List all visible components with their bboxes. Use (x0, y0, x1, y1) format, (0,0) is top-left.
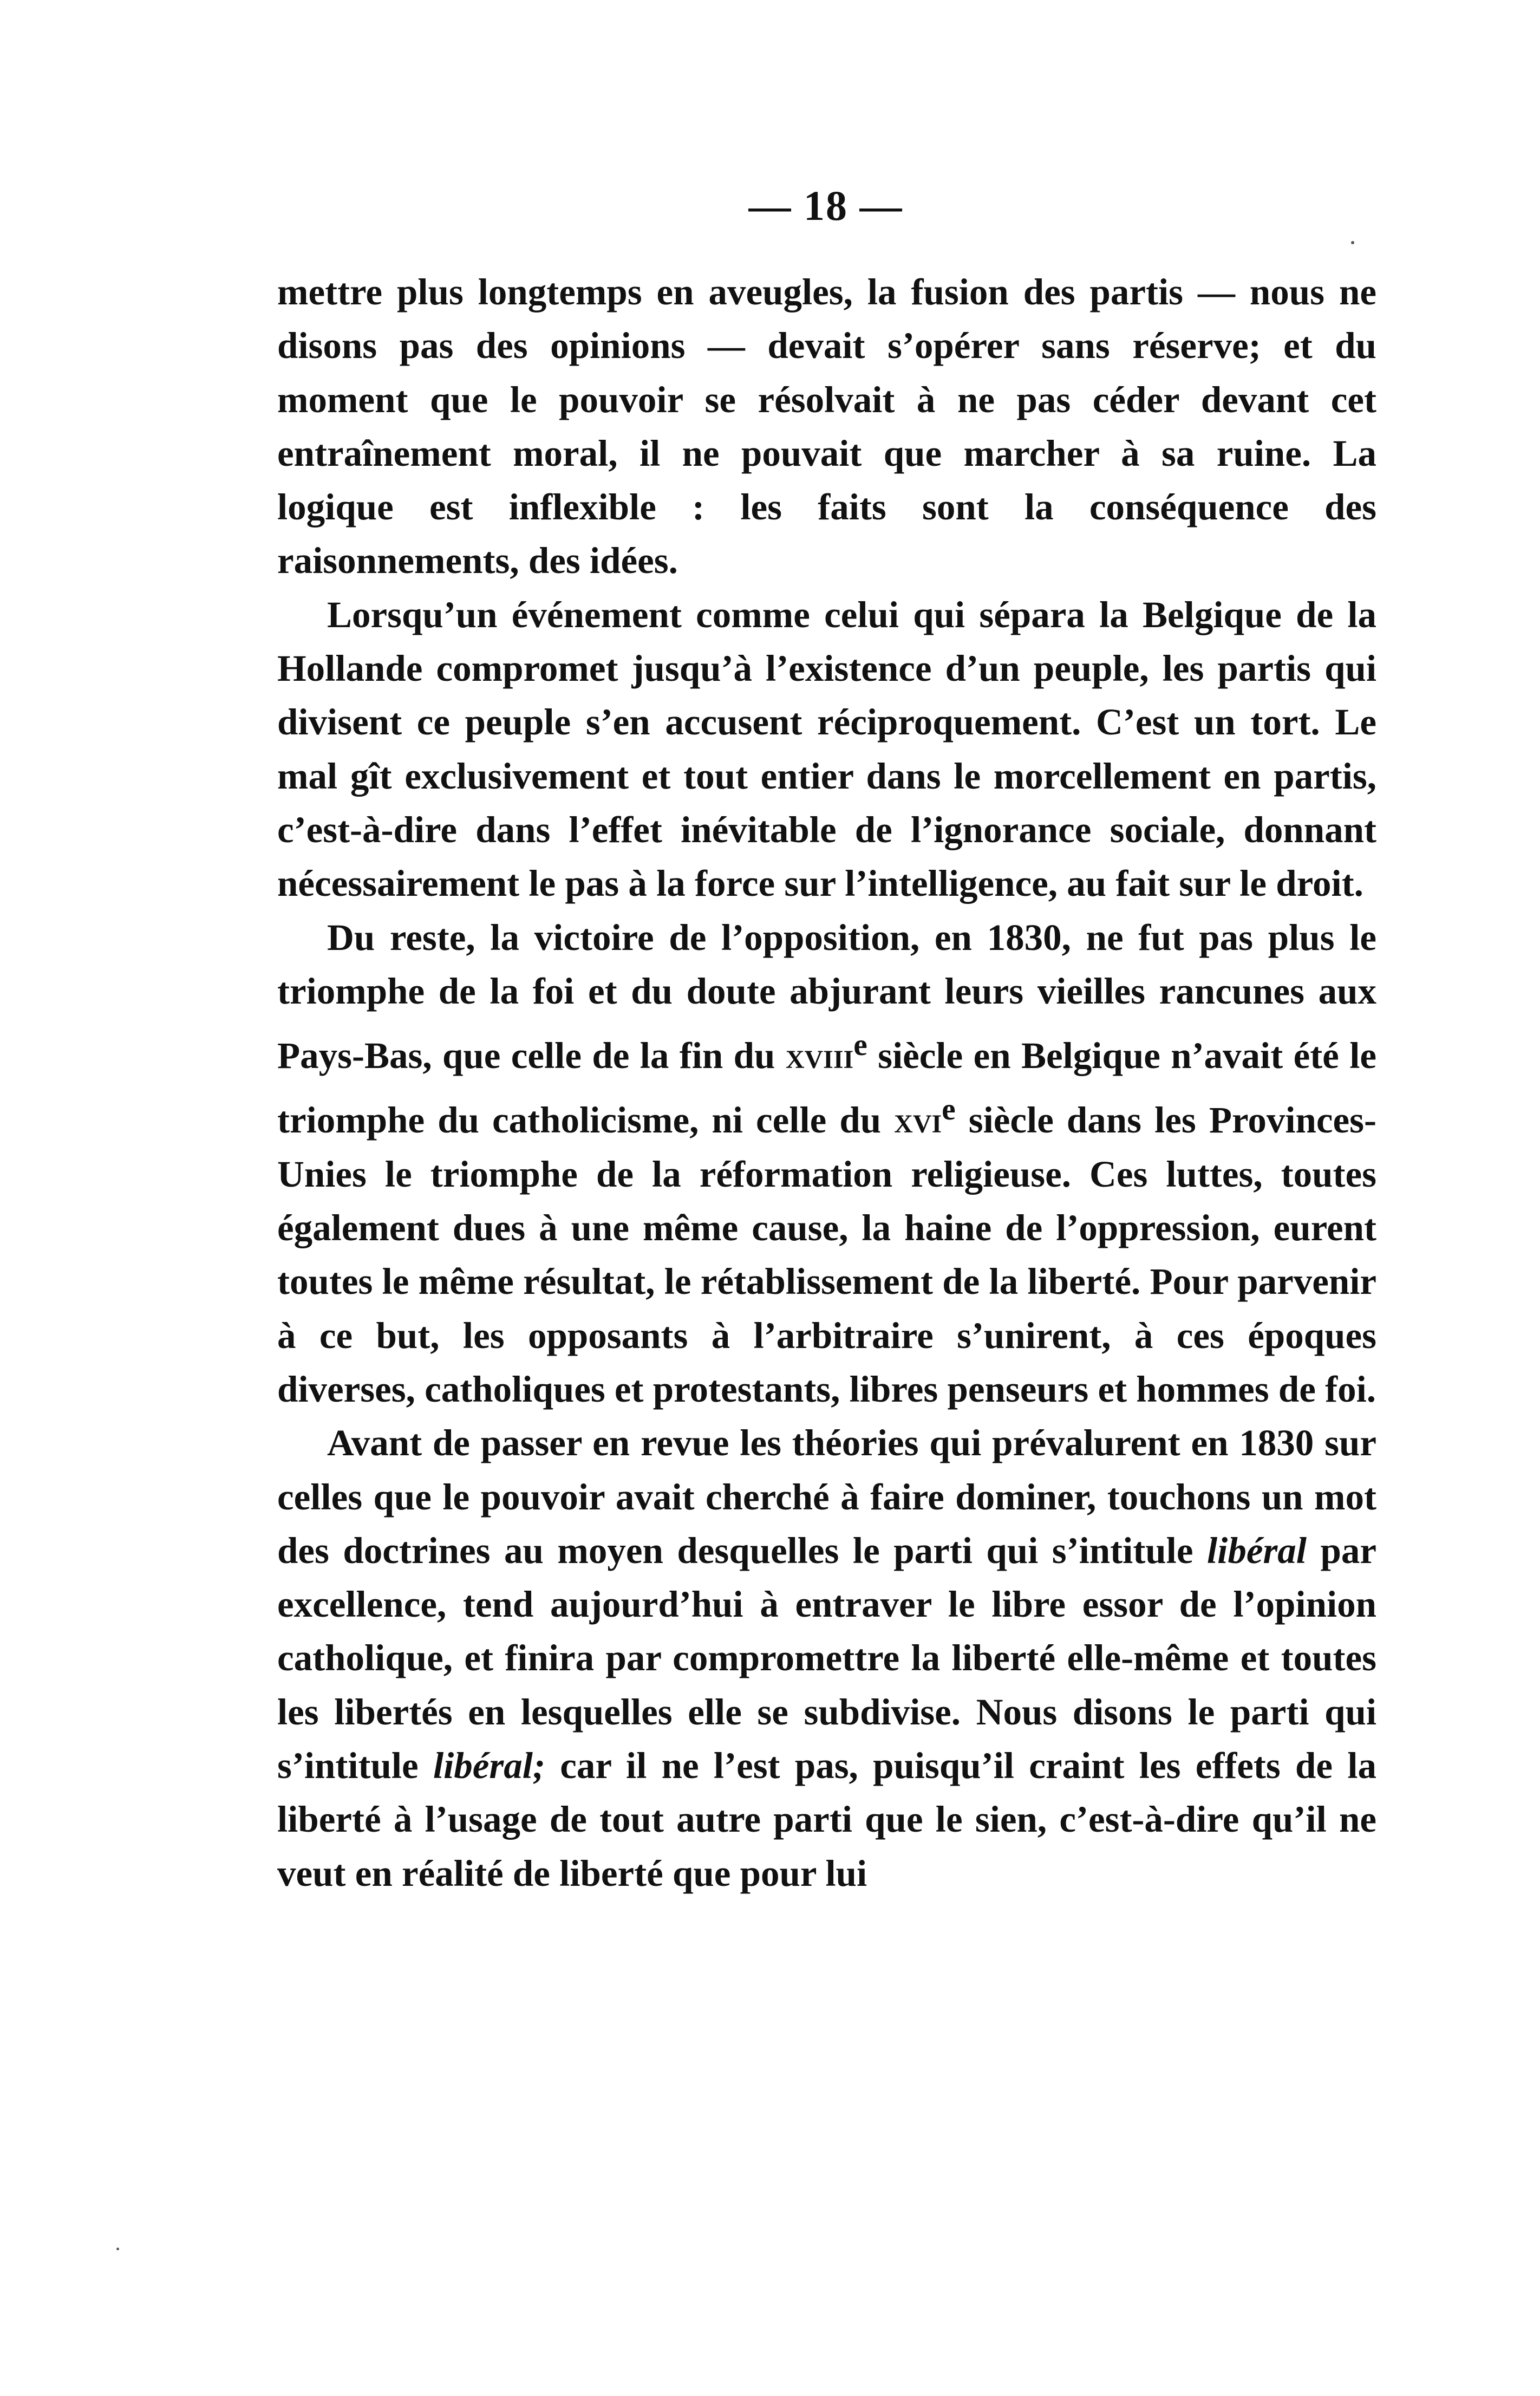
text-segment: libéral; (433, 1745, 545, 1787)
paragraph-2 (277, 588, 1376, 911)
text-segment: par excellence, tend aujourd’hui à entraver le libre essor de l’opinion catholique, et finira par compromettre la liberté elle-même et toutes les libertés en lesquelles elle se subdivise. Nous disons le parti qui s’intitule (277, 1529, 1376, 1787)
text-segment: libéral (1206, 1529, 1307, 1571)
text-segment: car il ne l’est pas, puisqu’il craint les effets de la liberté à l’usage de tout autre parti que le sien, c’est-à-dire qu’il ne veut en réalité de liberté que pour lui (277, 1745, 1376, 1894)
text-segment: Du reste, la victoire de l’opposition, en 1830, ne fut pas plus le triomphe de la foi et du doute abjurant leurs vieilles rancunes aux Pays-Bas, que celle de la fin du (277, 916, 1376, 1077)
paragraph-4 (277, 1416, 1376, 1900)
body-text (277, 265, 1376, 1900)
scan-speck (1351, 241, 1354, 244)
paragraph-3 (277, 911, 1376, 1417)
text-segment: Avant de passer en revue les théories qui prévalurent en 1830 sur celles que le pouvoir avait cherché à faire dominer, touchons un mot des doctrines au moyen desquelles le parti qui s’intitule (277, 1422, 1376, 1571)
text-segment: siècle en Belgique n’avait été le triomphe du catholicisme, ni celle du (277, 1035, 1376, 1141)
text-segment: mettre plus longtemps en aveugles, la fusion des partis — nous ne disons pas des opinions — devait s’opérer sans réserve; et du moment que le pouvoir se résolvait à ne pas céder devant cet entraînement moral, il ne pouvait que marcher à sa ruine. La logique est inflexible : les faits sont la conséquence des raisonnements, des idées. (277, 271, 1376, 582)
text-segment: e (853, 1028, 867, 1063)
page-number: — 18 — (748, 182, 903, 229)
paragraph-1 (277, 265, 1376, 588)
scan-speck (116, 2248, 119, 2250)
text-segment: Lorsqu’un événement comme celui qui sépara la Belgique de la Hollande compromet jusqu’à l’existence d’un peuple, les partis qui divisent ce peuple s’en accusent réciproquement. C’est un tort. Le mal gît exclusivement et tout entier dans le morcellement en partis, c’est-à-dire dans l’effet inévitable de l’ignorance sociale, donnant nécessairement le pas à la force sur l’intelligence, au fait sur le droit. (277, 594, 1376, 904)
text-segment: e (942, 1092, 956, 1127)
text-segment: xviii (785, 1035, 854, 1077)
text-segment: siècle dans les Provinces-Unies le triomphe de la réformation religieuse. Ces luttes, toutes également dues à une même cause, la haine de l’oppression, eurent toutes le même résultat, le rétablissement de la liberté. Pour parvenir à ce but, les opposants à l’arbitraire s’unirent, à ces époques diverses, catholiques et protestants, libres penseurs et hommes de foi. (277, 1099, 1376, 1410)
text-segment: xvi (894, 1099, 942, 1141)
